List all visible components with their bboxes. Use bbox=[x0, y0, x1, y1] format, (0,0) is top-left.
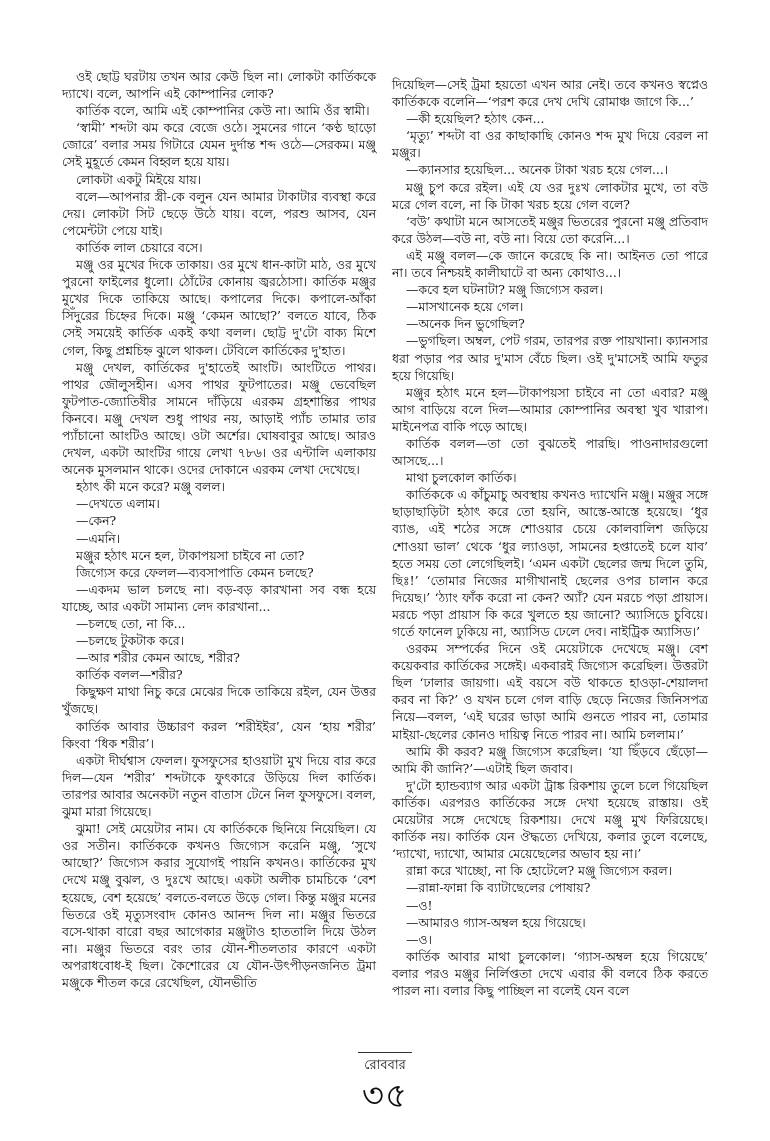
paragraph: আমি কী করব? মঞ্জু জিগ্যেস করেছিল। ‘যা ছিঁড়বে ছেঁড়ো—আমি কী জানি?’—এটাই ছিল জবাব। bbox=[392, 743, 708, 776]
paragraph: —আর শরীর কেমন আছে, শরীর? bbox=[76, 650, 240, 666]
paragraph: ‘মৃত্যু’ শব্দটা বা ওর কাছাকাছি কোনও শব্দ মুখ দিয়ে বেরল না মঞ্জুর। bbox=[392, 128, 708, 161]
paragraph: —কবে হল ঘটনাটা? মঞ্জু জিগ্যেস করল। bbox=[406, 282, 603, 298]
paragraph: কার্তিক বলল—শরীর? bbox=[76, 667, 183, 683]
right-column bbox=[392, 76, 708, 999]
paragraph: —আমারও গ্যাস-অম্বল হয়ে গিয়েছে। bbox=[406, 914, 586, 930]
paragraph: দিয়েছিল—সেই ট্রমা হয়তো এখন আর নেই। তবে কখনও স্বপ্নেও কার্তিককে বলেনি—‘পরশ করে দেখ দেখি রোমাঞ্চ জাগে কি...’ bbox=[392, 77, 708, 110]
paragraph: —এমনি। bbox=[76, 530, 121, 546]
paragraph: —কেন? bbox=[76, 513, 117, 529]
paragraph: দু'টো হ্যান্ডব্যাগ আর একটা ট্রাঙ্ক রিকশায় তুলে চলে গিয়েছিল কার্তিক। এরপরও কার্তিকের সঙ্গে দেখা হয়েছে রাস্তায়। ওই মেয়েটার সঙ্গে দেখেছে রিকশায়। দেখে মঞ্জু মুখ ফিরিয়েছে। কার্তিক নয়। কার্তিক যেন ঔদ্ধত্যে দেখিয়ে, কলার তুলে বলেছে, ‘দ্যাখো, দ্যাখো, আমার মেয়েছেলের অভাব হয় না।’ bbox=[392, 777, 708, 862]
paragraph: এই মঞ্জু বলল—কে জানে করেছে কি না। আইনত তো পারে না। তবে নিশ্চয়ই কালীঘাটে বা অন্য কোথাও...। bbox=[392, 247, 708, 281]
magazine-name: রোববার bbox=[364, 1058, 406, 1073]
paragraph: ওরকম সম্পর্কের দিনে ওই মেয়েটাকে দেখেছে মঞ্জু। বেশ কয়েকবার কার্তিকের সঙ্গেই। একবারই জিগ্যেস করেছিল। উত্তরটা ছিল ‘ঢালার জায়গা। এই বয়সে বউ থাকতে হাওড়া-শেয়ালদা করব না কি?’ ও যখন চলে গেল বাড়ি ছেড়ে নিজের জিনিসপত্র নিয়ে—বলল, ‘এই ঘরের ভাড়া আমি গুনতে পারব না, তোমার মাইয়া-ছেলের কোনও দায়িত্ব নিতে পারব না। আমি চললাম।’ bbox=[392, 641, 708, 742]
paragraph: —ভুগছিল। অম্বল, পেট গরম, তারপর রক্ত পায়খানা। ক্যানসার ধরা পড়ার পর আর দু'মাস বেঁচে ছিল। ওই দু'মাসেই আমি ফতুর হয়ে গিয়েছি। bbox=[392, 333, 708, 383]
paragraph: মঞ্জু চুপ করে রইল। এই যে ওর দুঃখ লোকটার মুখে, তা বউ মরে গেল বলে, না কি টাকা খরচ হয়ে গেল বলে? bbox=[392, 179, 708, 212]
paragraph: কার্তিক আবার উচ্চারণ করল ‘শরীইইর’, যেন ‘হায় শরীর’ কিংবা ‘ধিক শরীর’। bbox=[62, 718, 376, 751]
paragraph: ঝুমা! সেই মেয়েটার নাম। যে কার্তিককে ছিনিয়ে নিয়েছিল। যে ওর সতীন। কার্তিককে কখনও জিগ্যেস করেনি মঞ্জু, ‘সুখে আছো?’ জিগ্যেস করার সুযোগই পায়নি কখনও। কার্তিকের মুখ দেখে মঞ্জু বুঝল, ও দুঃখে আছে। একটা অলীক চামচিকে ‘বেশ হয়েছে, বেশ হয়েছে’ বলতে-বলতে উড়ে গেল। কিন্তু মঞ্জুর মনের ভিতরে ওই মৃত্যুসংবাদ কোনও আনন্দ দিল না। মঞ্জুর ভিতরে বসে-থাকা বারো বছর আগেকার মঞ্জুটাও হাততালি দিয়ে উঠল না। মঞ্জুর ভিতরে বরং তার যৌন-শীতলতার কারণে একটা অপরাধবোধ-ই ছিল। কৈশোরের যে যৌন-উৎপীড়নজনিত ট্রমা মঞ্জুকে শীতল করে রেখেছিল, যৌনভীতি bbox=[62, 821, 376, 990]
paragraph: একটা দীর্ঘশ্বাস ফেলল। ফুসফুসের হাওয়াটা মুখ দিয়ে বার করে দিল—যেন ‘শরীর’ শব্দটাকে ফুৎকারে উড়িয়ে দিল কার্তিক। তারপর আবার অনেকটা নতুন বাতাস টেনে নিল ফুসফুসে। বলল, ঝুমা মারা গিয়েছে। bbox=[62, 752, 376, 820]
paragraph: লোকটা একটু মিইয়ে যায়। bbox=[76, 171, 202, 187]
paragraph: রান্না করে খাচ্ছো, না কি হোটেলে? মঞ্জু জিগ্যেস করল। bbox=[406, 863, 673, 879]
paragraph: —কী হয়েছিল? হঠাৎ কেন... bbox=[406, 111, 545, 127]
paragraph: কার্তিককে এ কাঁচুমাচু অবস্থায় কখনও দ্যাখেনি মঞ্জু। মঞ্জুর সঙ্গে ছাড়াছাড়িটা হঠাৎ করে তো হয়নি, আস্তে-আস্তে হয়েছে। ‘ধুর ব্যাঙ, এই শঠের সঙ্গে শোওয়ার চেয়ে কোলবালিশ জড়িয়ে শোওয়া ভাল’ থেকে ‘ধুর ল্যাওড়া, সামনের হপ্তাতেই চলে যাব’ হতে সময় তো লেগেছিলই। ‘এমন একটা ছেলের জন্ম দিলে তুমি, ছিঃ!’ ‘তোমার নিজের মাগীখানাই ছেলের ওপর চালান করে দিয়েছ।’ ‘ঠ্যাং ফাঁক করো না কেন? অ্যাঁ? যেন মরচে পড়া প্রায়াস। মরচে পড়া প্রায়াস কি করে খুলতে হয় জানো? অ্যাসিডে চুবিয়ে। গর্তে ফানেল ঢুকিয়ে না, অ্যাসিড ঢেলে দেব। নাইট্রিক অ্যাসিড।’ bbox=[392, 487, 708, 639]
paragraph: —ক্যানসার হয়েছিল... অনেক টাকা খরচ হয়ে গেল...। bbox=[406, 162, 669, 178]
paragraph: —ও। bbox=[406, 931, 432, 947]
paragraph: মঞ্জু ওর মুখের দিকে তাকায়। ওর মুখে ধান-কাটা মাঠ, ওর মুখে পুরনো ফাইলের ধুলো। ঠোঁটের কোনায় জ্বরঠোসা। কার্তিক মঞ্জুর মুখের দিকে তাকিয়ে আছে। কপালের দিকে। কপালে-আঁকা সিঁদুরের চিহ্নের দিকে। মঞ্জু ‘কেমন আছো?’ বলতে যাবে, ঠিক সেই সময়েই কার্তিক একই কথা বলল। ছোট্ট দু'টো বাক্য মিশে গেল, কিছু প্রশ্নচিহ্ন ঝুলে থাকল। টেবিলে কার্তিকের দু'হাত। bbox=[62, 257, 376, 358]
footer-rule bbox=[358, 1052, 412, 1053]
paragraph: জিগ্যেস করে ফেলল—ব্যবসাপাতি কেমন চলছে? bbox=[76, 564, 314, 580]
left-column bbox=[62, 68, 376, 991]
paragraph: —একদম ভাল চলছে না। বড়-বড় কারখানা সব বন্ধ হয়ে যাচ্ছে, আর একটা সামান্য লেদ কারখানা... bbox=[62, 581, 376, 614]
paragraph: —ও! bbox=[406, 897, 433, 913]
paragraph: কিছুক্ষণ মাথা নিচু করে মেঝের দিকে তাকিয়ে রইল, যেন উত্তর খুঁজছে। bbox=[62, 684, 376, 717]
paragraph: বলে—আপনার স্ত্রী-কে বলুন যেন আমার টাকাটার ব্যবস্থা করে দেয়। লোকটা সিট ছেড়ে উঠে যায়। বলে, পরশু আসব, যেন পেমেন্টটা পেয়ে যাই। bbox=[62, 188, 376, 238]
paragraph: মাথা চুলকোল কার্তিক। bbox=[406, 470, 517, 486]
paragraph: —দেখতে এলাম। bbox=[76, 496, 160, 512]
paragraph: মঞ্জুর হঠাৎ মনে হল, টাকাপয়সা চাইবে না তো? bbox=[76, 547, 305, 563]
paragraph: —চলছে টুকটাক করে। bbox=[76, 633, 185, 649]
paragraph: মঞ্জুর হঠাৎ মনে হল—টাকাপয়সা চাইবে না তো এবার? মঞ্জু আগ বাড়িয়ে বলে দিল—আমার কোম্পানির অবস্থা খুব খারাপ। মাইনেপত্র বাকি পড়ে আছে। bbox=[392, 384, 708, 434]
paragraph: কার্তিক লাল চেয়ারে বসে। bbox=[76, 239, 203, 255]
paragraph: ‘বউ’ কথাটা মনে আসতেই মঞ্জুর ভিতরের পুরনো মঞ্জু প্রতিবাদ করে উঠল—বউ না, বউ না। বিয়ে তো করেনি...। bbox=[392, 213, 708, 246]
paragraph: কার্তিক বলল—তা তো বুঝতেই পারছি। পাওনাদারগুলো আসছে...। bbox=[392, 435, 708, 469]
paragraph: হঠাৎ কী মনে করে? মঞ্জু বলল। bbox=[76, 479, 225, 495]
paragraph: ওই ছোট্ট ঘরটায় তখন আর কেউ ছিল না। লোকটা কার্তিককে দ্যাখে। বলে, আপনি এই কোম্পানির লোক? bbox=[62, 69, 376, 102]
paragraph: —মাসখানেক হয়ে গেল। bbox=[406, 299, 524, 315]
paragraph: কার্তিক বলে, আমি এই কোম্পানির কেউ না। আমি ওঁর স্বামী। bbox=[76, 103, 370, 119]
paragraph: মঞ্জু দেখল, কার্তিকের দু'হাতেই আংটি। আংটিতে পাথর। পাথর জৌলুসহীন। এসব পাথর ফুটপাতের। মঞ্জু ভেবেছিল ফুটপাত-জ্যোতিষীর সামনে দাঁড়িয়ে এরকম গ্রহশান্তির পাথর কিনবে। মঞ্জু দেখল শুধু পাথর নয়, আড়াই প্যাঁচ তামার তার প্যাঁচানো আংটিও আছে। ওটা অর্শের। ঘোষবাবুর আছে। আরও দেখল, একটা আংটির গায়ে লেখা ৭৮৬। ওর এন্টালি এলাকায় অনেক মুসলমান থাকে। ওদের দোকানে এরকম লেখা দেখেছে। bbox=[62, 359, 376, 478]
paragraph: —চলছে তো, না কি... bbox=[76, 616, 186, 631]
page-number: ৩৫ bbox=[361, 1076, 409, 1116]
paragraph: —অনেক দিন ভুগেছিল? bbox=[406, 316, 525, 332]
paragraph: —রান্না-ফান্না কি ব্যাটাছেলের পোষায়? bbox=[406, 880, 591, 896]
paragraph: ‘স্বামী’ শব্দটা ঝম করে বেজে ওঠে। সুমনের গানে ‘কণ্ঠ ছাড়ো জোরে’ বলার সময় গিটারে যেমন দুর্দান্ত শব্দ ওঠে—সেরকম। মঞ্জু সেই মুহূর্তে কেমন বিহ্বল হয়ে যায়। bbox=[62, 120, 376, 170]
paragraph: কার্তিক আবার মাথা চুলকোল। ‘গ্যাস-অম্বল হয়ে গিয়েছে’ বলার পরও মঞ্জুর নির্লিপ্ততা দেখে এবার কী বলবে ঠিক করতে পারল না। বলার কিছু পাচ্ছিল না বলেই যেন বলে bbox=[392, 948, 708, 998]
